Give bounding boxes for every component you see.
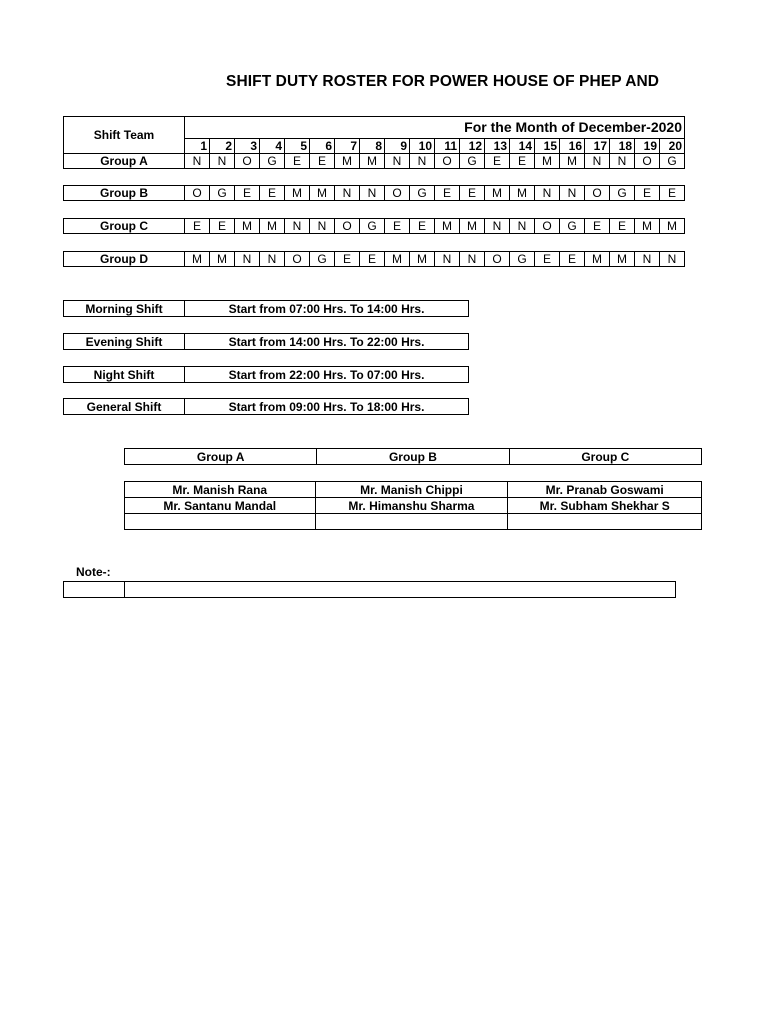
day-number: 4 bbox=[260, 138, 285, 153]
group-row bbox=[64, 219, 685, 234]
day-number: 11 bbox=[435, 138, 460, 153]
shift-code: N bbox=[210, 154, 235, 169]
shift-code: M bbox=[185, 252, 210, 267]
day-number: 18 bbox=[610, 138, 635, 153]
shift-code: O bbox=[535, 219, 560, 234]
shift-code: G bbox=[460, 154, 485, 169]
day-number: 16 bbox=[560, 138, 585, 153]
day-number: 7 bbox=[335, 138, 360, 153]
shift-code: E bbox=[510, 154, 535, 169]
shift-code: E bbox=[660, 186, 685, 201]
shift-code: O bbox=[585, 186, 610, 201]
shift-code: E bbox=[310, 154, 335, 169]
shift-time: Start from 22:00 Hrs. To 07:00 Hrs. bbox=[185, 367, 469, 383]
shift-code: M bbox=[435, 219, 460, 234]
shift-code: O bbox=[235, 154, 260, 169]
shift-code: E bbox=[535, 252, 560, 267]
member-name: Mr. Manish Rana bbox=[125, 482, 316, 498]
shift-code: M bbox=[485, 186, 510, 201]
shift-code: N bbox=[560, 186, 585, 201]
shift-code: N bbox=[185, 154, 210, 169]
day-number: 19 bbox=[635, 138, 660, 153]
note-table bbox=[63, 581, 676, 598]
note-index-cell bbox=[64, 582, 125, 598]
shift-code: M bbox=[285, 186, 310, 201]
shift-code: G bbox=[510, 252, 535, 267]
member-name: Mr. Himanshu Sharma bbox=[315, 498, 508, 514]
member-header: Group B bbox=[317, 449, 509, 465]
shift-code: G bbox=[210, 186, 235, 201]
group-row bbox=[64, 154, 685, 169]
shift-code: O bbox=[185, 186, 210, 201]
shift-name: Evening Shift bbox=[64, 334, 185, 350]
day-number: 9 bbox=[385, 138, 410, 153]
shift-name: General Shift bbox=[64, 399, 185, 415]
shift-name: Night Shift bbox=[64, 367, 185, 383]
day-number: 12 bbox=[460, 138, 485, 153]
shift-code: E bbox=[260, 186, 285, 201]
shift-code: G bbox=[360, 219, 385, 234]
member-name: Mr. Santanu Mandal bbox=[125, 498, 316, 514]
shift-code: M bbox=[235, 219, 260, 234]
shift-code: M bbox=[610, 252, 635, 267]
day-number: 3 bbox=[235, 138, 260, 153]
month-label: For the Month of December-2020 bbox=[185, 117, 685, 139]
shift-time: Start from 14:00 Hrs. To 22:00 Hrs. bbox=[185, 334, 469, 350]
shift-code: N bbox=[635, 252, 660, 267]
shift-code: M bbox=[460, 219, 485, 234]
shift-code: G bbox=[260, 154, 285, 169]
shift-code: O bbox=[385, 186, 410, 201]
shift-code: N bbox=[335, 186, 360, 201]
member-name: Mr. Subham Shekhar S bbox=[508, 498, 702, 514]
shift-code: N bbox=[460, 252, 485, 267]
shift-code: E bbox=[185, 219, 210, 234]
shift-code: N bbox=[510, 219, 535, 234]
note-label: Note-: bbox=[76, 565, 111, 579]
shift-code: E bbox=[210, 219, 235, 234]
shift-code: M bbox=[560, 154, 585, 169]
member-group-headers bbox=[124, 448, 702, 465]
note-text-cell bbox=[125, 582, 676, 598]
shift-code: O bbox=[485, 252, 510, 267]
group-row-table bbox=[63, 185, 685, 201]
shift-code: N bbox=[435, 252, 460, 267]
group-row bbox=[64, 252, 685, 267]
group-name: Group D bbox=[64, 252, 185, 267]
shift-code: O bbox=[635, 154, 660, 169]
member-header: Group C bbox=[509, 449, 701, 465]
shift-code: G bbox=[310, 252, 335, 267]
shift-code: N bbox=[610, 154, 635, 169]
group-name: Group C bbox=[64, 219, 185, 234]
shift-code: M bbox=[535, 154, 560, 169]
shift-code: M bbox=[360, 154, 385, 169]
shift-time: Start from 07:00 Hrs. To 14:00 Hrs. bbox=[185, 301, 469, 317]
shift-row-general bbox=[63, 398, 469, 415]
shift-code: N bbox=[410, 154, 435, 169]
group-row bbox=[64, 186, 685, 201]
shift-code: N bbox=[535, 186, 560, 201]
shift-code: E bbox=[410, 219, 435, 234]
shift-code: O bbox=[335, 219, 360, 234]
shift-code: M bbox=[585, 252, 610, 267]
shift-code: E bbox=[360, 252, 385, 267]
shift-code: M bbox=[410, 252, 435, 267]
shift-code: N bbox=[310, 219, 335, 234]
shift-code: E bbox=[610, 219, 635, 234]
day-number: 5 bbox=[285, 138, 310, 153]
shift-code: G bbox=[660, 154, 685, 169]
shift-code: N bbox=[385, 154, 410, 169]
day-number: 6 bbox=[310, 138, 335, 153]
shift-row-night bbox=[63, 366, 469, 383]
shift-row-evening bbox=[63, 333, 469, 350]
shift-code: E bbox=[460, 186, 485, 201]
shift-code: G bbox=[410, 186, 435, 201]
shift-team-header: Shift Team bbox=[64, 117, 185, 154]
shift-code: M bbox=[210, 252, 235, 267]
member-name bbox=[125, 514, 316, 530]
shift-code: E bbox=[435, 186, 460, 201]
day-number: 15 bbox=[535, 138, 560, 153]
day-number: 10 bbox=[410, 138, 435, 153]
shift-code: O bbox=[435, 154, 460, 169]
member-name bbox=[508, 514, 702, 530]
shift-code: E bbox=[635, 186, 660, 201]
shift-time: Start from 09:00 Hrs. To 18:00 Hrs. bbox=[185, 399, 469, 415]
shift-code: N bbox=[260, 252, 285, 267]
shift-code: M bbox=[510, 186, 535, 201]
group-name: Group A bbox=[64, 154, 185, 169]
day-number: 1 bbox=[185, 138, 210, 153]
day-number: 13 bbox=[485, 138, 510, 153]
shift-code: E bbox=[335, 252, 360, 267]
shift-code: E bbox=[485, 154, 510, 169]
day-number: 8 bbox=[360, 138, 385, 153]
shift-code: M bbox=[385, 252, 410, 267]
group-row-table bbox=[63, 218, 685, 234]
shift-code: E bbox=[285, 154, 310, 169]
shift-code: N bbox=[285, 219, 310, 234]
shift-code: N bbox=[660, 252, 685, 267]
member-name bbox=[315, 514, 508, 530]
shift-code: E bbox=[560, 252, 585, 267]
member-name: Mr. Pranab Goswami bbox=[508, 482, 702, 498]
shift-code: N bbox=[235, 252, 260, 267]
shift-code: M bbox=[660, 219, 685, 234]
shift-name: Morning Shift bbox=[64, 301, 185, 317]
shift-code: N bbox=[360, 186, 385, 201]
shift-code: E bbox=[585, 219, 610, 234]
shift-code: N bbox=[485, 219, 510, 234]
shift-code: M bbox=[635, 219, 660, 234]
shift-code: M bbox=[310, 186, 335, 201]
member-name: Mr. Manish Chippi bbox=[315, 482, 508, 498]
shift-code: M bbox=[260, 219, 285, 234]
day-number: 20 bbox=[660, 138, 685, 153]
shift-code: M bbox=[335, 154, 360, 169]
shift-code: E bbox=[385, 219, 410, 234]
page-title: SHIFT DUTY ROSTER FOR POWER HOUSE OF PHEP AND bbox=[226, 73, 660, 90]
shift-row-morning bbox=[63, 300, 469, 317]
roster-table bbox=[63, 116, 685, 169]
shift-code: G bbox=[610, 186, 635, 201]
shift-code: N bbox=[585, 154, 610, 169]
shift-code: G bbox=[560, 219, 585, 234]
member-table bbox=[124, 481, 702, 530]
day-number: 2 bbox=[210, 138, 235, 153]
group-name: Group B bbox=[64, 186, 185, 201]
member-header: Group A bbox=[125, 449, 317, 465]
group-row-table bbox=[63, 251, 685, 267]
day-number: 14 bbox=[510, 138, 535, 153]
shift-code: E bbox=[235, 186, 260, 201]
shift-code: O bbox=[285, 252, 310, 267]
day-number: 17 bbox=[585, 138, 610, 153]
